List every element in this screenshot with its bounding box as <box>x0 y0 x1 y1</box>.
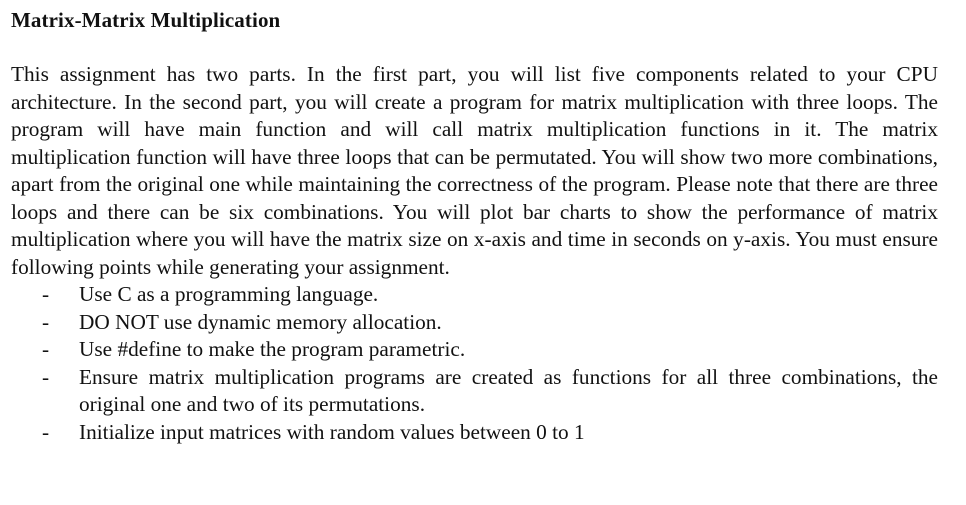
document-title: Matrix-Matrix Multiplication <box>11 8 281 32</box>
requirement-text: Use #define to make the program parametric. <box>79 337 466 361</box>
requirement-text: DO NOT use dynamic memory allocation. <box>79 309 442 334</box>
requirement-item <box>11 281 938 309</box>
assignment-document <box>11 6 938 446</box>
requirements-list <box>11 281 938 446</box>
bullet-marker: - <box>42 419 50 444</box>
assignment-description: This assignment has two parts. In the first part, you will list five components related to your CPU architecture. In the second part, you will create a program for matrix multiplication with three loops. The program will have main function and will call matrix multiplication functions in it. The matrix multiplication function will have three loops that can be permutated. You will show two more combinations, apart from the original one while maintaining the correctness of the program. Please note that there are three loops and there can be six combinations. You will plot bar charts to show the performance of matrix multiplication where you will have the matrix size on x-axis and time in seconds on y-axis. You must ensure following points while generating your assignment. <box>11 62 938 279</box>
bullet-marker: - <box>42 309 50 334</box>
requirement-item <box>11 336 938 364</box>
requirement-text: Use C as a programming language. <box>79 282 379 306</box>
requirement-text: Ensure matrix multiplication programs are created as functions for all three combinations, the original one and two of its permutations. <box>79 364 938 416</box>
requirement-item <box>11 309 938 337</box>
bullet-marker: - <box>42 364 50 389</box>
requirement-item <box>11 419 938 447</box>
bullet-marker: - <box>42 282 50 306</box>
requirement-text: Initialize input matrices with random values between 0 to 1 <box>79 419 585 444</box>
bullet-marker: - <box>42 337 50 361</box>
requirement-item <box>11 364 938 419</box>
